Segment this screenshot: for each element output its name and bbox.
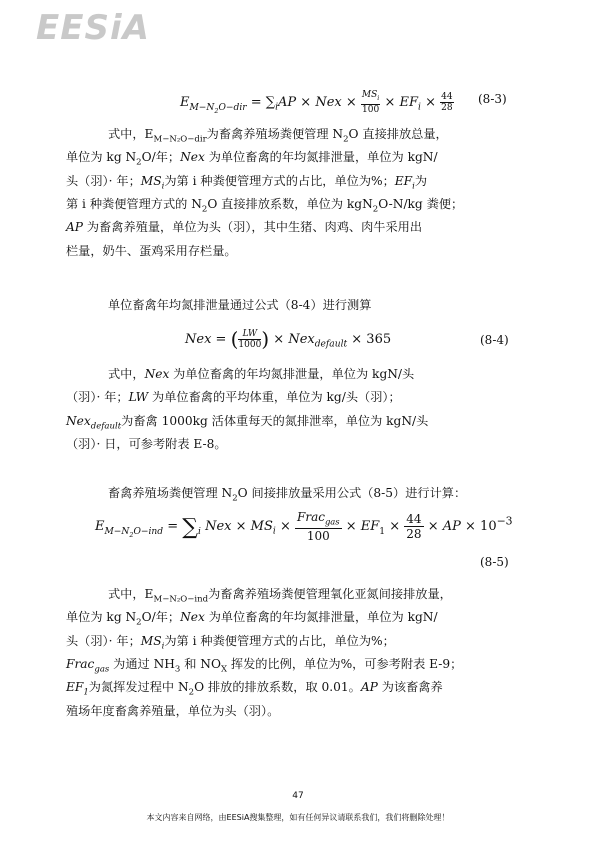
watermark-logo: EESiA [36, 8, 150, 48]
footer-disclaimer: 本文内容来自网络，由EESiA搜集整理，如有任何异议请联系我们，我们将删除处理！ [146, 813, 450, 822]
paragraph-line: AP 为畜禽养殖量，单位为头（羽），其中生猪、肉鸡、肉牛采用出 [66, 220, 423, 235]
paragraph-line: 单位为 kg $N_2O/$年；Nex 为单位畜禽的年均氮排泄量，单位为 kgN/ [66, 610, 438, 628]
equation-8-4: Nex = ( $\frac{LW}{1000}$ ) × Nex$_{default}$ × 365 [185, 327, 392, 351]
paragraph-line: 式中，Nex 为单位畜禽的年均氮排泄量，单位为 kgN/头 [108, 367, 415, 381]
paragraph-line: 式中，$E_{M-N_2O-dir}$为畜禽养殖场粪便管理 $N_2O$ 直接排放总量， [108, 127, 448, 145]
paragraph-line: 式中，$E_{M-N_2O-ind}$为畜禽养殖场粪便管理氧化亚氮间接排放量， [108, 587, 452, 605]
paragraph-8-5-intro: 畜禽养殖场粪便管理 $N_2O$ 间接排放量采用公式（8-5）进行计算： [108, 486, 467, 504]
equation-number-8-5: (8-5) [480, 555, 509, 569]
paragraph-line: Nex$_{default}$为畜禽 1000kg 活体重每天的氮排泄率，单位为 kgN/头 [66, 413, 429, 432]
paragraph-line: $EF_1$为氮挥发过程中 $N_2O$ 排放的排放系数，取 0.01。AP 为该畜禽养 [66, 680, 443, 698]
paragraph-line: 单位为 kg $N_2O/$年；Nex 为单位畜禽的年均氮排泄量，单位为 kgN/ [66, 150, 438, 168]
paragraph-line: （羽）· 年；LW 为单位畜禽的平均体重，单位为 kg/头（羽）； [66, 390, 401, 405]
paragraph-line: 第 i 种粪便管理方式的 $N_2O$ 直接排放系数，单位为 kgN$_2$O-N/kg 粪便； [66, 196, 464, 215]
equation-number-8-3: (8-3) [478, 92, 507, 106]
page-number: 47 [292, 791, 304, 801]
paragraph-line: Frac$_{gas}$ 为通过 $NH_3$ 和 $NO_X$ 挥发的比例，单位为%，可参考附表 E-9； [66, 656, 463, 675]
equation-8-5: $E_{M-N_2O-ind} = \sum_i$ Nex × $MS_i$ × $\frac{Frac_{gas}}{100}$ × $EF_1$ × $\frac{44}{28}$ × AP × $10^{-3}$ [95, 510, 513, 544]
paragraph-line: 头（羽）· 年；$MS_i$为第 i 种粪便管理方式的占比，单位为%； [66, 633, 395, 652]
paragraph-8-4-intro: 单位畜禽年均氮排泄量通过公式（8-4）进行测算 [108, 298, 372, 312]
equation-8-3: $E_{M-N_2O-dir} = \sum_iAP$ × Nex × $\frac{MS_i}{100}$ × $EF_i$ × $\frac{44}{28}$ [180, 90, 453, 115]
paragraph-line: 头（羽）· 年；$MS_i$为第 i 种粪便管理方式的占比，单位为%；$EF_i$为 [66, 173, 428, 192]
paragraph-line: （羽）· 日，可参考附表 E-8。 [66, 436, 227, 451]
paragraph-line: 栏量，奶牛、蛋鸡采用存栏量。 [66, 243, 237, 258]
paragraph-line: 殖场年度畜禽养殖量，单位为头（羽）。 [66, 703, 280, 718]
equation-number-8-4: (8-4) [480, 333, 509, 347]
